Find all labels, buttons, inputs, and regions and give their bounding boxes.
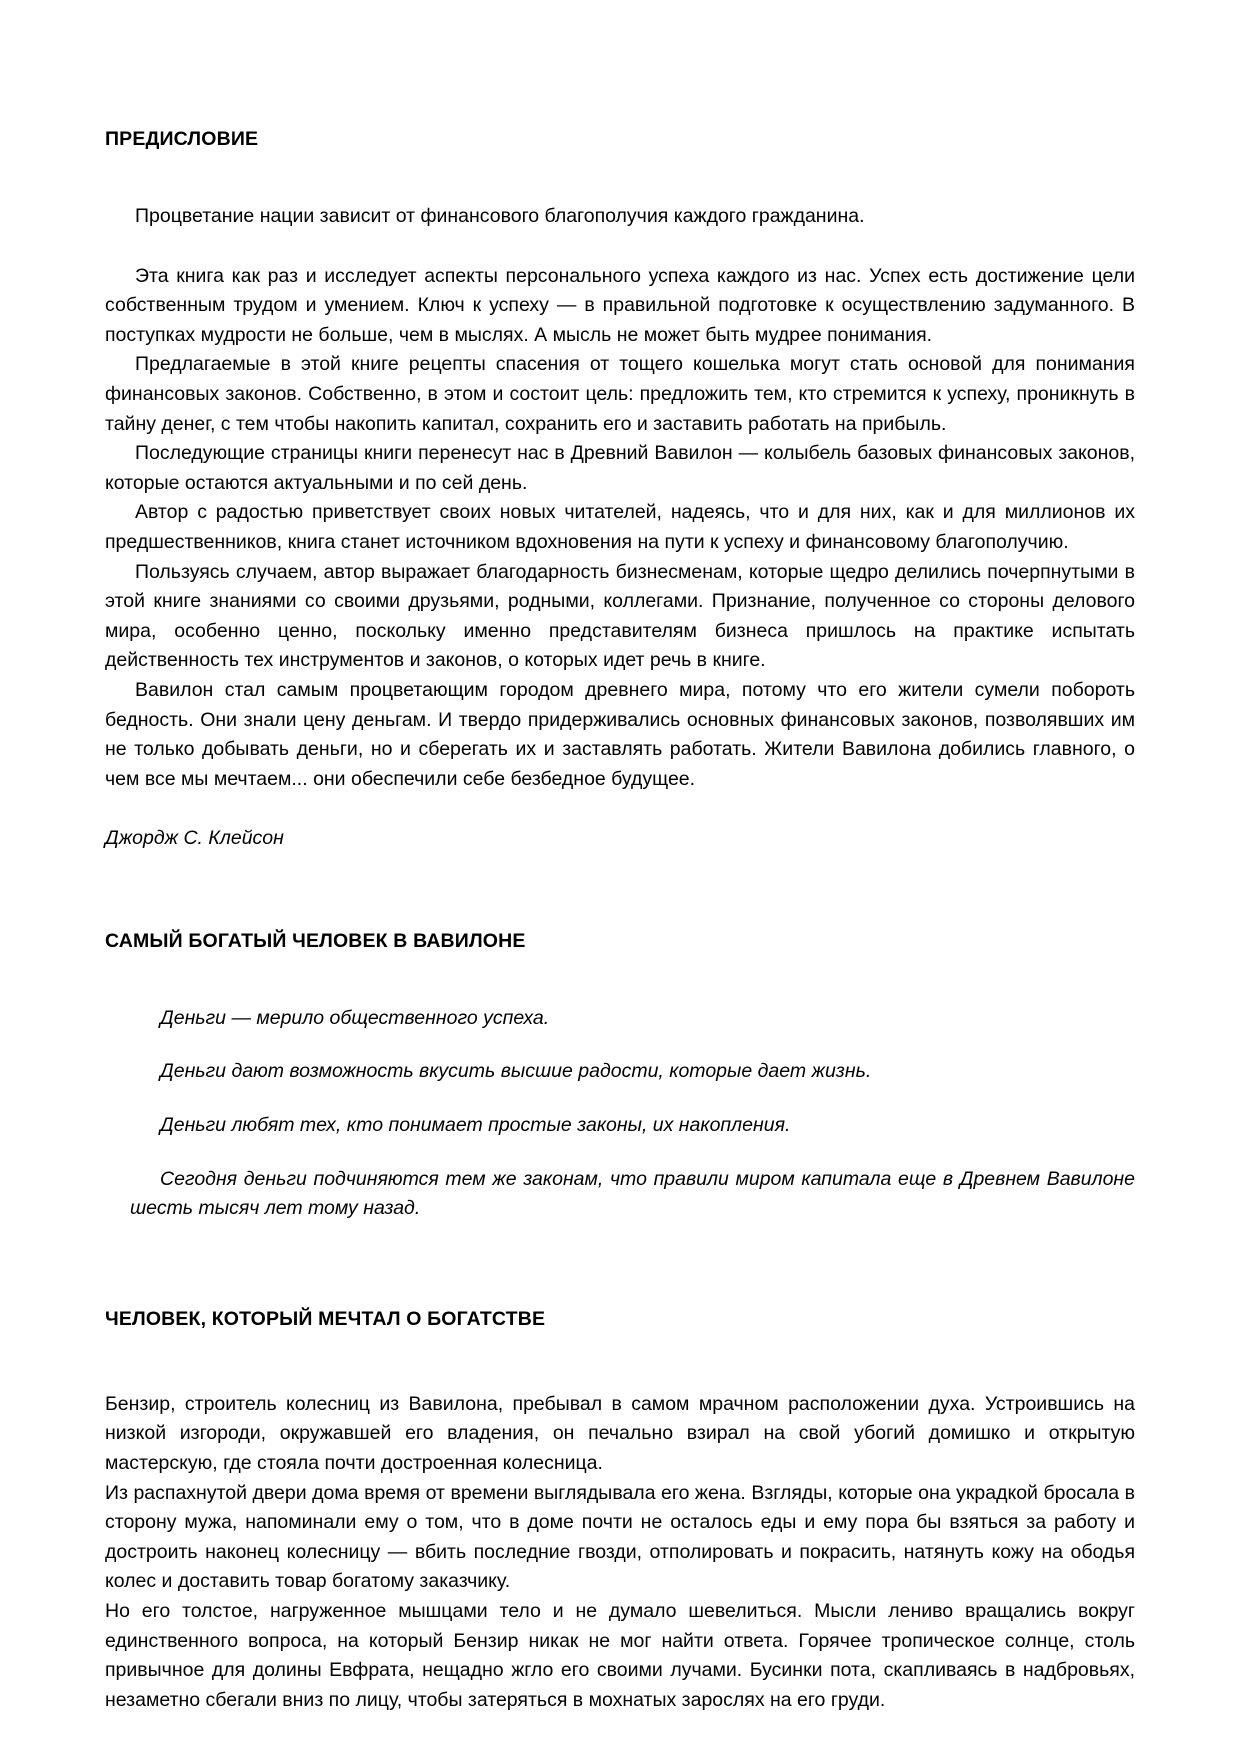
chapter-one-epigraphs bbox=[130, 1004, 1135, 1224]
spacer bbox=[105, 152, 1135, 202]
spacer bbox=[105, 232, 1135, 262]
preface-paragraph: Автор с радостью приветствует своих новых читателей, надеясь, что и для них, как и для миллионов их предшественников, книга станет источником вдохновения на пути к успеху и финансовому благополучию. bbox=[105, 501, 1135, 553]
chapter-two-paragraph: Из распахнутой двери дома время от времени выглядывала его жена. Взгляды, которые она украдкой бросала в сторону мужа, напоминали ему о том, что в доме почти не осталось еды и ему пора бы взяться за работу и достроить наконец колесницу — вбить последние гвозди, отполировать и покрасить, натянуть кожу на ободья колес и доставить товар богатому заказчику. bbox=[105, 1481, 1135, 1593]
spacer bbox=[130, 1087, 1135, 1111]
preface-paragraph: Эта книга как раз и исследует аспекты персонального успеха каждого из нас. Успех есть достижение цели собственным трудом и умением. Ключ к успеху — в правильной подготовке к осуществлению задуманного. В поступках мудрости не больше, чем в мыслях. А мысль не может быть мудрее понимания. bbox=[105, 264, 1135, 346]
author-signature: Джордж С. Клейсон bbox=[105, 827, 284, 850]
preface-paragraph: Последующие страницы книги перенесут нас в Древний Вавилон — колыбель базовых финансовых законов, которые остаются актуальными и по сей день. bbox=[105, 442, 1135, 494]
chapter-one-heading: САМЫЙ БОГАТЫЙ ЧЕЛОВЕК В ВАВИЛОНЕ bbox=[105, 929, 526, 952]
preface-lead-paragraph: Процветание нации зависит от финансового благополучия каждого гражданина. bbox=[135, 205, 865, 227]
preface-signature-block bbox=[105, 824, 1135, 854]
epigraph-line: Деньги — мерило общественного успеха. bbox=[160, 1006, 550, 1029]
spacer bbox=[130, 1033, 1135, 1057]
spacer bbox=[105, 954, 1135, 1004]
chapter-two-paragraph: Но его толстое, нагруженное мышцами тело и не думало шевелиться. Мысли лениво вращались вокруг единственного вопроса, на который Бензир никак не мог найти ответа. Горячее тропическое солнце, столь привычное для долины Евфрата, нещадно жгло его своими лучами. Бусинки пота, скапливаясь в надбровьях, незаметно сбегали вниз по лицу, чтобы затеряться в мохнатых зарослях на его груди. bbox=[105, 1600, 1135, 1711]
preface-heading: ПРЕДИСЛОВИЕ bbox=[105, 128, 259, 150]
epigraph-line: Сегодня деньги подчиняются тем же законам, что правили миром капитала еще в Древнем Вавилоне шесть тысяч лет тому назад. bbox=[130, 1167, 1135, 1220]
preface-lead-paragraph-block bbox=[105, 202, 1135, 232]
chapter-two-heading: ЧЕЛОВЕК, КОТОРЫЙ МЕЧТАЛ О БОГАТСТВЕ bbox=[105, 1307, 546, 1330]
preface-body bbox=[105, 262, 1135, 795]
preface-paragraph: Пользуясь случаем, автор выражает благодарность бизнесменам, которые щедро делились почерпнутыми в этой книге знаниями со своими друзьями, родными, коллегами. Признание, полученное со стороны делового мира, особенно ценно, поскольку именно представителям бизнеса пришлось на практике испытать действенность тех инструментов и законов, о которых идет речь в книге. bbox=[105, 560, 1135, 672]
spacer bbox=[105, 854, 1135, 928]
chapter-two-body bbox=[105, 1390, 1135, 1716]
spacer bbox=[105, 794, 1135, 824]
preface-paragraph: Предлагаемые в этой книге рецепты спасения от тощего кошелька могут стать основой для понимания финансовых законов. Собственно, в этом и состоит цель: предложить тем, кто стремится к успеху, проникнуть в тайну денег, с тем чтобы накопить капитал, сохранить его и заставить работать на прибыль. bbox=[105, 353, 1135, 435]
chapter-two-paragraph: Бензир, строитель колесниц из Вавилона, пребывал в самом мрачном расположении духа. Устроившись на низкой изгороди, окружавшей его владения, он печально взирал на свой убогий домишко и открытую мастерскую, где стояла почти достроенная колесница. bbox=[105, 1392, 1135, 1475]
page-content bbox=[105, 126, 1135, 1715]
preface-paragraph: Вавилон стал самым процветающим городом древнего мира, потому что его жители сумели побороть бедность. Они знали цену деньгам. И твердо придерживались основных финансовых законов, позволявших им не только добывать деньги, но и сберегать их и заставлять работать. Жители Вавилона добились главного, о чем все мы мечтаем... они обеспечили себе безбедное будущее. bbox=[105, 678, 1135, 790]
spacer bbox=[105, 1224, 1135, 1306]
spacer bbox=[105, 1332, 1135, 1390]
spacer bbox=[130, 1141, 1135, 1165]
epigraph-line: Деньги любят тех, кто понимает простые законы, их накопления. bbox=[160, 1114, 791, 1137]
epigraph-line: Деньги дают возможность вкусить высшие радости, которые дает жизнь. bbox=[160, 1060, 872, 1083]
